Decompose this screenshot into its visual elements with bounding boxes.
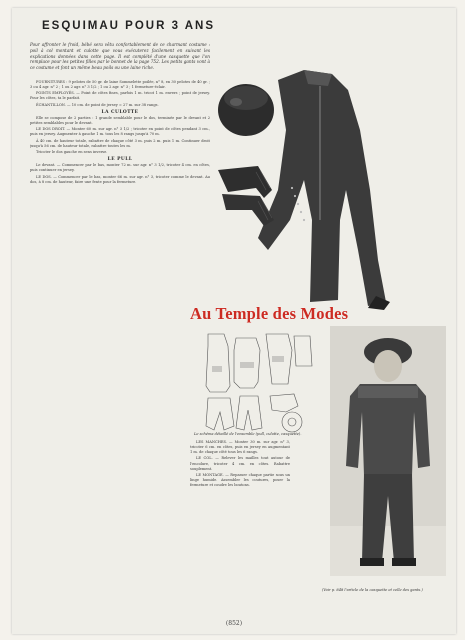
paragraph: LE DOS. — Commencer par le bas, monter 66 m. sur agr. n° 3, tricoter comme le devant. Au dos, à 8 cm. de hauteur, faire une fente pour la fermeture. — [30, 174, 210, 184]
paragraph: LE DOS DROIT. — Monter 60 m. sur agr. n° 3 1/2 ; tricoter en point de côtes pendant 3 cm., puis en jersey. Augmenter à gauche 1 m. tous les 8 rangs jusqu'à 70 m. — [30, 127, 210, 137]
magazine-page — [12, 8, 456, 634]
section-heading-pull: LE PULL — [107, 157, 133, 163]
page-number: (852) — [225, 620, 243, 627]
photo-caption: (Voir p. 848 l'article de la casquette et celle des gants.) — [322, 588, 423, 592]
text-column-left — [30, 80, 210, 620]
text-column-right — [190, 440, 290, 615]
paragraph: Le devant. — Commencer par le bas, monter 72 m. sur agr. n° 3 1/2, tricoter 4 cm. en côtes, puis continuer en jersey. — [30, 163, 210, 173]
page-title: ESQUIMAU POUR 3 ANS — [42, 20, 216, 32]
paragraph: Tricoter le dos gauche en sens inverse. — [36, 150, 108, 155]
paragraph: LE MONTAGE. — Repasser chaque partie sous un linge humide. Assembler les coutures, poser la fermeture et coudre les boutons. — [190, 472, 290, 488]
intro-text: Pour affronter le froid, bébé sera vêtu confortablement de ce charmant costume : poil à col montant et culotte que vous exécuterez facilement en suivant les explications données dans cette page. Il est complété d'une casquette que l'on remplace pour les petites filles par le bonnet de la page 752. Les petits gants vont à ce costume et font un même beau poils ou une laine riche. — [30, 42, 210, 71]
pattern-diagram — [200, 326, 316, 434]
section-supplies — [30, 80, 210, 108]
paragraph: ÉCHANTILLON. — 10 cm. de point de jersey = 27 m. sur 38 rangs. — [36, 102, 159, 107]
gloves-shape — [218, 166, 272, 198]
section-heading-culotte: LA CULOTTE — [101, 109, 139, 115]
diagram-caption: Le schéma détaillé de l'ensemble (pull, culotte, casquette). — [194, 432, 302, 436]
paragraph: FOURNITURES : 9 pelotes de 50 gr. de laine Sommelette poilée, n° 8, en 30 pelotes de 40 gr. ; 3 ou 4 agr. n° 2 ; 1 ou 2 agr. n° 3 1/2 ; 1 ou 2 agr. n° 3 ; 1 fermeture-éclair. — [30, 80, 210, 90]
garment-photo — [208, 70, 452, 310]
paragraph: Elle se compose de 2 parties : 1 grande semblable pour le dos, terminée par le devant et 2 petites semblables pour le devant. — [30, 115, 210, 126]
paragraph: LES MANCHES. — Monter 30 m. sur agr. n° 3, tricoter 6 cm. en côtes, puis en jersey en augmentant 1 m. de chaque côté tous les 6 rangs. — [190, 440, 290, 455]
watermark: Au Temple des Modes — [190, 304, 349, 323]
paragraph: LE COL. — Relever les mailles tout autour de l'encolure, tricoter 4 cm. en côtes. Rabattre souplement. — [190, 456, 290, 471]
pattern-piece-back — [206, 334, 230, 392]
pattern-piece-trousers — [206, 398, 234, 430]
sweater-shape — [258, 70, 386, 306]
paragraph: POINTS EMPLOYÉS. — Point de côtes fines, parfois 1 m. tricot 1 m. envers ; point de jersey. Pour les côtes, ta le parfait. — [30, 91, 210, 101]
paragraph: À 40 cm. de hauteur totale, rabattre de chaque côté 3 m. puis 2 m. puis 1 m. Continuer droit jusqu'à 56 cm. de hauteur totale, rabattre toutes les m. — [30, 138, 210, 148]
child-photo — [330, 326, 446, 576]
